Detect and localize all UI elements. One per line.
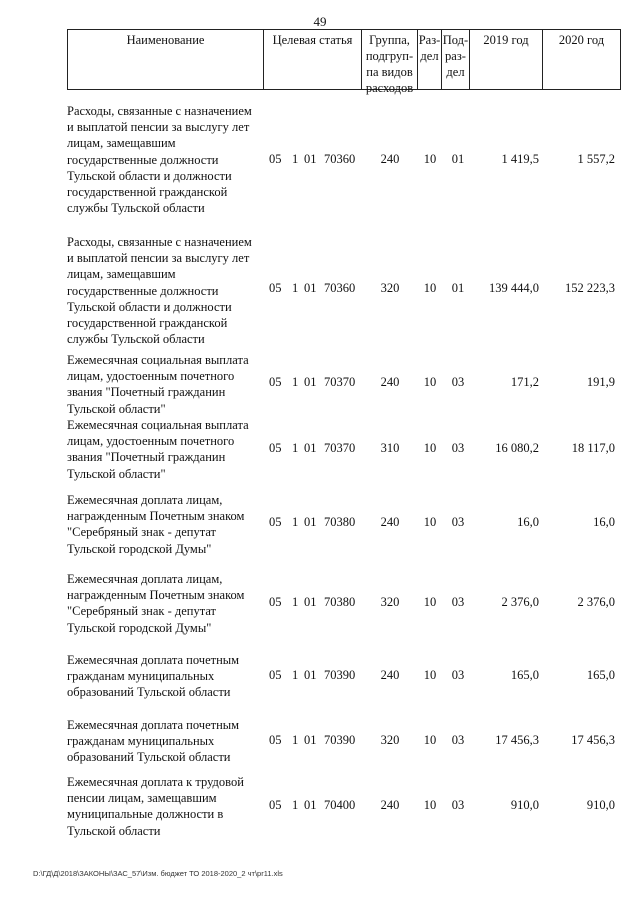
- row-code-1: 05: [269, 152, 282, 166]
- row-code-2: 1: [292, 668, 299, 682]
- row-code-4: 70380: [324, 515, 356, 529]
- row-code-1: 05: [269, 441, 282, 455]
- row-name: Расходы, связанные с назначением и выплатой пенсии за выслугу лет лицам, замещавшим государственные должности Тульской области и должности государственной гражданской службы Тульской области: [67, 104, 252, 216]
- row-code-3: 01: [304, 281, 317, 295]
- row-2019: 16 080,2: [495, 441, 539, 455]
- row-code-3: 01: [304, 441, 317, 455]
- row-code-1: 05: [269, 595, 282, 609]
- row-podrazdel: 01: [451, 281, 465, 295]
- header-razdel: Раз- дел: [418, 30, 442, 89]
- row-code-4: 70390: [324, 668, 356, 682]
- row-group: 240: [380, 515, 400, 529]
- row-group: 310: [380, 441, 400, 455]
- row-code-3: 01: [304, 375, 317, 389]
- row-razdel: 10: [423, 441, 437, 455]
- row-group: 320: [380, 733, 400, 747]
- row-code-3: 01: [304, 668, 317, 682]
- row-2020: 152 223,3: [565, 281, 615, 295]
- row-name: Ежемесячная доплата лицам, награжденным Почетным знаком "Серебряный знак - депутат Тульской городской Думы": [67, 572, 245, 635]
- row-group: 320: [380, 595, 400, 609]
- row-2019: 171,2: [510, 375, 539, 389]
- header-2019: 2019 год: [470, 30, 543, 89]
- row-podrazdel: 03: [451, 515, 465, 529]
- row-code-4: 70390: [324, 733, 356, 747]
- header-podrazdel: Под- раз- дел: [442, 30, 470, 89]
- table-header: [67, 29, 621, 95]
- row-2019: 1 419,5: [501, 152, 539, 166]
- row-2019: 2 376,0: [501, 595, 539, 609]
- file-path-footer: D:\ГД\Д\2018\ЗАКОНЫ\ЗАС_57\Изм. бюджет ТО 2018-2020_2 чт\pr11.xls: [33, 869, 283, 878]
- row-code-4: 70400: [324, 798, 356, 812]
- row-code-1: 05: [269, 733, 282, 747]
- row-code-1: 05: [269, 668, 282, 682]
- row-code-2: 1: [292, 595, 299, 609]
- row-2020: 18 117,0: [571, 441, 615, 455]
- row-code-1: 05: [269, 281, 282, 295]
- row-code-2: 1: [292, 798, 299, 812]
- header-group: Группа, подгруп- па видов расходов: [362, 30, 418, 89]
- row-name: Ежемесячная социальная выплата лицам, удостоенным почетного звания "Почетный гражданин Тульской области": [67, 353, 249, 416]
- header-name: Наименование: [68, 30, 264, 89]
- row-group: 240: [380, 668, 400, 682]
- row-name: Ежемесячная социальная выплата лицам, удостоенным почетного звания "Почетный гражданин Тульской области": [67, 418, 249, 481]
- row-code-4: 70370: [324, 375, 356, 389]
- header-target: Целевая статья: [264, 30, 362, 89]
- row-2020: 16,0: [593, 515, 615, 529]
- row-podrazdel: 03: [451, 441, 465, 455]
- row-code-1: 05: [269, 375, 282, 389]
- row-podrazdel: 03: [451, 668, 465, 682]
- row-razdel: 10: [423, 668, 437, 682]
- row-2019: 17 456,3: [495, 733, 539, 747]
- row-group: 240: [380, 375, 400, 389]
- row-name: Ежемесячная доплата почетным гражданам муниципальных образований Тульской области: [67, 718, 240, 765]
- row-razdel: 10: [423, 733, 437, 747]
- row-code-2: 1: [292, 515, 299, 529]
- row-razdel: 10: [423, 281, 437, 295]
- row-code-2: 1: [292, 152, 299, 166]
- row-name: Расходы, связанные с назначением и выплатой пенсии за выслугу лет лицам, замещавшим государственные должности Тульской области и должности государственной гражданской службы Тульской области: [67, 235, 252, 347]
- row-code-1: 05: [269, 798, 282, 812]
- row-code-1: 05: [269, 515, 282, 529]
- header-2020: 2020 год: [558, 33, 605, 47]
- row-podrazdel: 03: [451, 733, 465, 747]
- row-code-3: 01: [304, 733, 317, 747]
- row-code-2: 1: [292, 375, 299, 389]
- row-name: Ежемесячная доплата лицам, награжденным Почетным знаком "Серебряный знак - депутат Тульской городской Думы": [67, 493, 245, 556]
- row-podrazdel: 03: [451, 375, 465, 389]
- row-2019: 139 444,0: [489, 281, 539, 295]
- row-2020: 191,9: [586, 375, 615, 389]
- row-code-3: 01: [304, 798, 317, 812]
- row-2020: 1 557,2: [577, 152, 615, 166]
- row-code-3: 01: [304, 152, 317, 166]
- row-2020: 17 456,3: [571, 733, 615, 747]
- row-code-3: 01: [304, 515, 317, 529]
- row-code-2: 1: [292, 441, 299, 455]
- row-2019: 165,0: [510, 668, 539, 682]
- row-group: 240: [380, 152, 400, 166]
- row-2020: 2 376,0: [577, 595, 615, 609]
- row-razdel: 10: [423, 595, 437, 609]
- row-razdel: 10: [423, 798, 437, 812]
- row-group: 320: [380, 281, 400, 295]
- row-name: Ежемесячная доплата к трудовой пенсии лицам, замещавшим муниципальные должности в Тульской области: [67, 775, 244, 838]
- row-razdel: 10: [423, 152, 437, 166]
- row-podrazdel: 03: [451, 595, 465, 609]
- row-code-3: 01: [304, 595, 317, 609]
- row-code-2: 1: [292, 733, 299, 747]
- row-code-4: 70370: [324, 441, 356, 455]
- row-2020: 910,0: [586, 798, 615, 812]
- row-code-4: 70380: [324, 595, 356, 609]
- row-2019: 16,0: [517, 515, 539, 529]
- row-2020: 165,0: [586, 668, 615, 682]
- row-podrazdel: 03: [451, 798, 465, 812]
- row-name: Ежемесячная доплата почетным гражданам муниципальных образований Тульской области: [67, 653, 240, 700]
- row-code-2: 1: [292, 281, 299, 295]
- row-code-4: 70360: [324, 281, 356, 295]
- row-podrazdel: 01: [451, 152, 465, 166]
- row-group: 240: [380, 798, 400, 812]
- row-code-4: 70360: [324, 152, 356, 166]
- row-2019: 910,0: [510, 798, 539, 812]
- row-razdel: 10: [423, 515, 437, 529]
- page-number: 49: [313, 14, 327, 29]
- row-razdel: 10: [423, 375, 437, 389]
